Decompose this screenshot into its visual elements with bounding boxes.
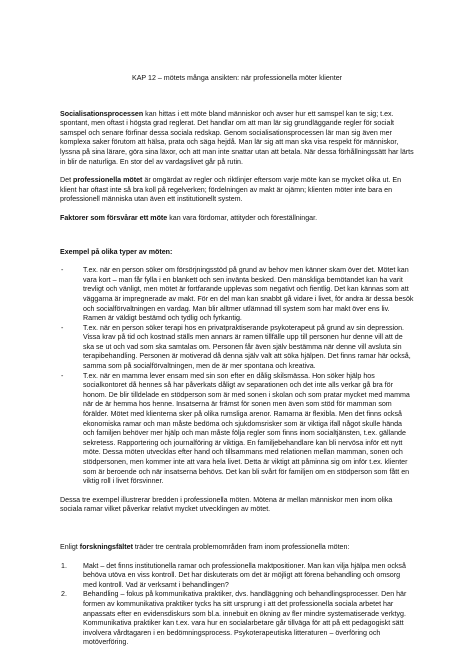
list-item (60, 590, 414, 648)
paragraph-research-field (60, 543, 414, 553)
term-research-field: forskningsfältet (79, 542, 133, 551)
problem-areas-list (60, 562, 414, 648)
term-socialisation: Socialisationsprocessen (60, 109, 144, 118)
list-item (60, 266, 414, 324)
paragraph-text: Det (60, 176, 74, 185)
section-heading (60, 248, 414, 258)
heading-examples: Exempel på olika typer av möten: (60, 247, 173, 256)
list-item (60, 562, 414, 591)
examples-list (60, 266, 414, 487)
term-factors: Faktorer som försvårar ett möte (60, 213, 168, 222)
paragraph-professional-meeting (60, 176, 414, 205)
page-title: KAP 12 – mötets många ansikten: när professionella möter klienter (131, 74, 343, 82)
list-number: 2. (61, 590, 67, 599)
list-item-text: T.ex. när en mamma lever ensam med sin son efter en dålig skilsmässa. Hon söker hjälp hos socialkontoret då hennes så har påverkats dåligt av separationen och det inte alls verkar gå bra för honom. De blir tilldelade en stödperson som är med sonen i skolan och som pratar mycket med mamma när de är hemma hos henne. Insatserna är främst för sonen men även som stöd för mamman som förälder. Mötet med klienterna sker på olika rumsliga arenor. Ramarna är flexibla. Men det finns också ekonomiska ramar och man måste bedöma och sjukdomsrisker som är viktiga ifall något skulle hända och familjen behöver mer hjälp och man måste följa regler som finns inom socialtjänsten, t.ex. gällande sekretess. Rapportering och journalföring är viktiga. En familjebehandlare kan bli nervösa inför ett nytt möte. Dessa möten utvecklas efter hand och tillsammans med relationen mellan mamman, sonen och stödpersonen, men kommer inte att vara hela livet. Detta är viktigt att påminna sig om inför t.ex. klienter som är beroende och när insatserna behövs. Det kan bli svårt för familjen om en stödperson som fått en viktig roll i livet försvinner. (83, 371, 410, 486)
dash-bullet: - (61, 323, 64, 332)
list-item-text: T.ex. när en person söker om försörjningsstöd på grund av behov men känner skam över det. Mötet kan vara kort – man får fylla i en blankett och sen invänta besked. Den mänskliga bemötandet kan ha varit trevligt och vänligt, men mötet är fortfarande upplevas som negativt och fientlig. Det kan kännas som att väggarna är impregnerade av makt. För en del man kan snabbt gå vidare i livet, för andra är dessa besök och socialförvaltningen en vardag. Man blir alltmer utlämnad till system som har makt över ens liv. Ramen är väldigt bestämd och tydlig och fyrkantig. (83, 266, 414, 323)
paragraph-text: är omgärdat av regler och riktlinjer eftersom varje möte kan se mycket olika ut. En klient har oftast inte så bra koll på regelverken; fördelningen av makt är ojämn; klienten möter inte bara en professionell människa utan även ett institutionellt system. (60, 176, 402, 204)
list-item-text: Behandling – fokus på kommunikativa praktiker, dvs. handläggning och behandlingsprocesser. Den här formen av kommunikativa praktiker tycks ha sitt ursprung i att det professionella sociala arbetet har anpassats efter en evidensdiskurs som bl.a. innebuit en ökning av fler mindre systematiserade verktyg. Kommunikativa praktiker kan t.ex. vara hur en socialarbetare går tillväga för att på ett pedagogiskt sätt involvera vårdtagaren i en bedömningsprocess. Psykoterapeutiska litteraturen – överföring och motöverföring. (83, 590, 407, 647)
term-professional-meeting: professionella mötet (73, 176, 143, 185)
list-item-text: T.ex. när en person söker terapi hos en privatpraktiserande psykoterapeut på grund av sin depression. Vissa krav på tid och kostnad ställs men annars är ramen tillfälle upp till personen hur denne vill att de ska se ut och vad som ska samtalas om. Personen får även själv bestämma när denne vill avsluta sin terapibehandling. Personen är motiverad då denna själv valt att söka hjälpen. Det finns ramar här också, samma som på socialförvaltningen, men de är mer spontana och kreativa. (83, 323, 411, 371)
paragraph-text: Enligt (60, 542, 80, 551)
paragraph-text: kan hittas i ett möte bland människor och avser hur ett samspel kan te sig; t.ex. spontant, men oftast i högsta grad reglerat. Det handlar om att man lär sig grundläggande regler för socialt samspel och senare förfinar dessa sociala redskap. Genom socialisationsprocessen lär man sig även mer komplexa saker förutom att hälsa, prata och säga hejdå. Man lär sig att man ska visa respekt för människor, lyssna på sina lärare, göra sina läxor, och att man inte snattar utan att betala. När dessa förhållningssätt har lärts in blir de naturliga. En stor del av vardagslivet går på rutin. (60, 109, 414, 166)
paragraph-factors (60, 214, 414, 224)
paragraph-text: träder tre centrala problemområden fram inom professionella möten: (132, 542, 350, 551)
list-item-text: Makt – det finns institutionella ramar och professionella maktpositioner. Man kan vilja hjälpa men också behöva utöva en viss kontroll. Det har diskuterats om det är möjligt att förena behandling och omsorg med kontroll. Vad är verksamt i behandlingen? (83, 561, 406, 589)
paragraph-summary: Dessa tre exempel illustrerar bredden i professionella möten. Mötena är mellan människor men inom olika sociala ramar vilket påverkar relativt mycket utvecklingen av mötet. (60, 495, 393, 514)
dash-bullet: - (61, 266, 64, 275)
paragraph-text: kan vara fördomar, attityder och föreställningar. (167, 213, 318, 222)
list-item (60, 324, 414, 372)
dash-bullet: - (61, 371, 64, 380)
paragraph-socialisation (60, 110, 414, 168)
list-number: 1. (61, 561, 67, 570)
list-item (60, 372, 414, 487)
